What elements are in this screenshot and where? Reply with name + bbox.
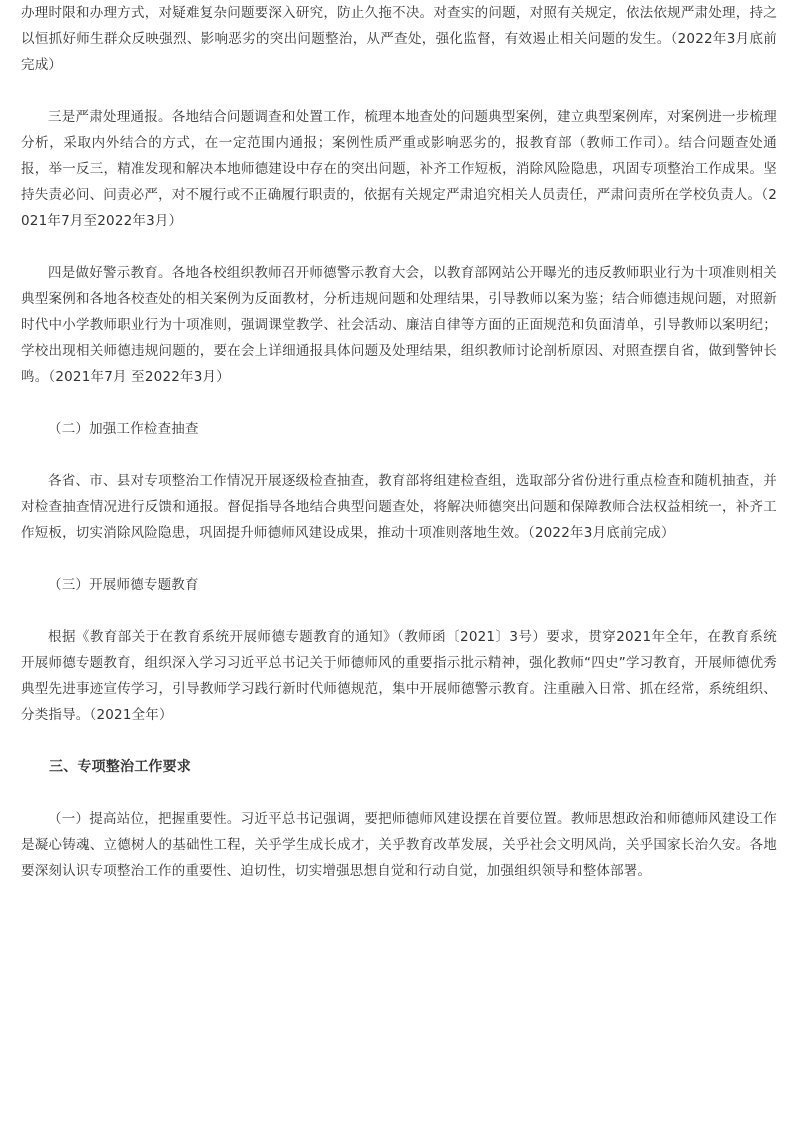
subheading-inspection: （二）加强工作检查抽查 xyxy=(48,421,199,437)
paragraph-requirement-one: （一）提高站位，把握重要性。习近平总书记强调，要把师德师风建设摆在首要位置。教师思想政治和师德师风建设工作是凝心铸魂、立德树人的基础性工程，关乎学生成长成才，关乎教育改革发展，关乎社会文明风尚，关乎国家长治久安。各地要深刻认识专项整治工作的重要性、迫切性，切实增强思想自觉和行动自觉，加强组织领导和整体部署。 xyxy=(21,811,777,879)
paragraph-warning-education: 四是做好警示教育。各地各校组织教师召开师德警示教育大会，以教育部网站公开曝光的违反教师职业行为十项准则相关典型案例和各地各校查处的相关案例为反面教材，分析违规问题和处理结果，引导教师以案为鉴；结合师德违规问题，对照新时代中小学教师职业行为十项准则，强调课堂教学、社会活动、廉洁自律等方面的正面规范和负面清单，引导教师以案明纪；学校出现相关师德违规问题的，要在会上详细通报具体问题及处理结果，组织教师讨论剖析原因、对照查摆自省，做到警钟长鸣。（2021年7月 至2022年3月） xyxy=(21,265,777,385)
paragraph-continued: 办理时限和办理方式，对疑难复杂问题要深入研究，防止久拖不决。对查实的问题，对照有关规定，依法依规严肃处理，持之以恒抓好师生群众反映强烈、影响恶劣的突出问题整治，从严查处，强化监督，有效遏止相关问题的发生。（2022年3月底前完成） xyxy=(21,5,777,73)
document-page xyxy=(21,0,777,884)
section-heading-requirements: 三、专项整治工作要求 xyxy=(49,759,191,775)
paragraph-inspection: 各省、市、县对专项整治工作情况开展逐级检查抽查，教育部将组建检查组，选取部分省份进行重点检查和随机抽查，并对检查抽查情况进行反馈和通报。督促指导各地结合典型问题查处，将解决师德突出问题和保障教师合法权益相统一，补齐工作短板，切实消除风险隐患，巩固提升师德师风建设成果，推动十项准则落地生效。（2022年3月底前完成） xyxy=(21,473,777,541)
paragraph-ethics-education: 根据《教育部关于在教育系统开展师德专题教育的通知》（教师函〔2021〕3号）要求，贯穿2021年全年，在教育系统开展师德专题教育，组织深入学习习近平总书记关于师德师风的重要指示批示精神，强化教师“四史”学习教育，开展师德优秀典型先进事迹宣传学习，引导教师学习践行新时代师德规范，集中开展师德警示教育。注重融入日常、抓在经常，系统组织、分类指导。（2021全年） xyxy=(21,629,777,723)
subheading-ethics-education: （三）开展师德专题教育 xyxy=(48,577,199,593)
paragraph-strict-handling: 三是严肃处理通报。各地结合问题调查和处置工作，梳理本地查处的问题典型案例，建立典型案例库，对案例进一步梳理分析，采取内外结合的方式，在一定范围内通报；案例性质严重或影响恶劣的，报教育部（教师工作司）。结合问题查处通报，举一反三，精准发现和解决本地师德建设中存在的突出问题，补齐工作短板，消除风险隐患，巩固专项整治工作成果。坚持失责必问、问责必严，对不履行或不正确履行职责的，依据有关规定严肃追究相关人员责任，严肃问责所在学校负责人。（2021年7月至2022年3月） xyxy=(21,109,777,229)
